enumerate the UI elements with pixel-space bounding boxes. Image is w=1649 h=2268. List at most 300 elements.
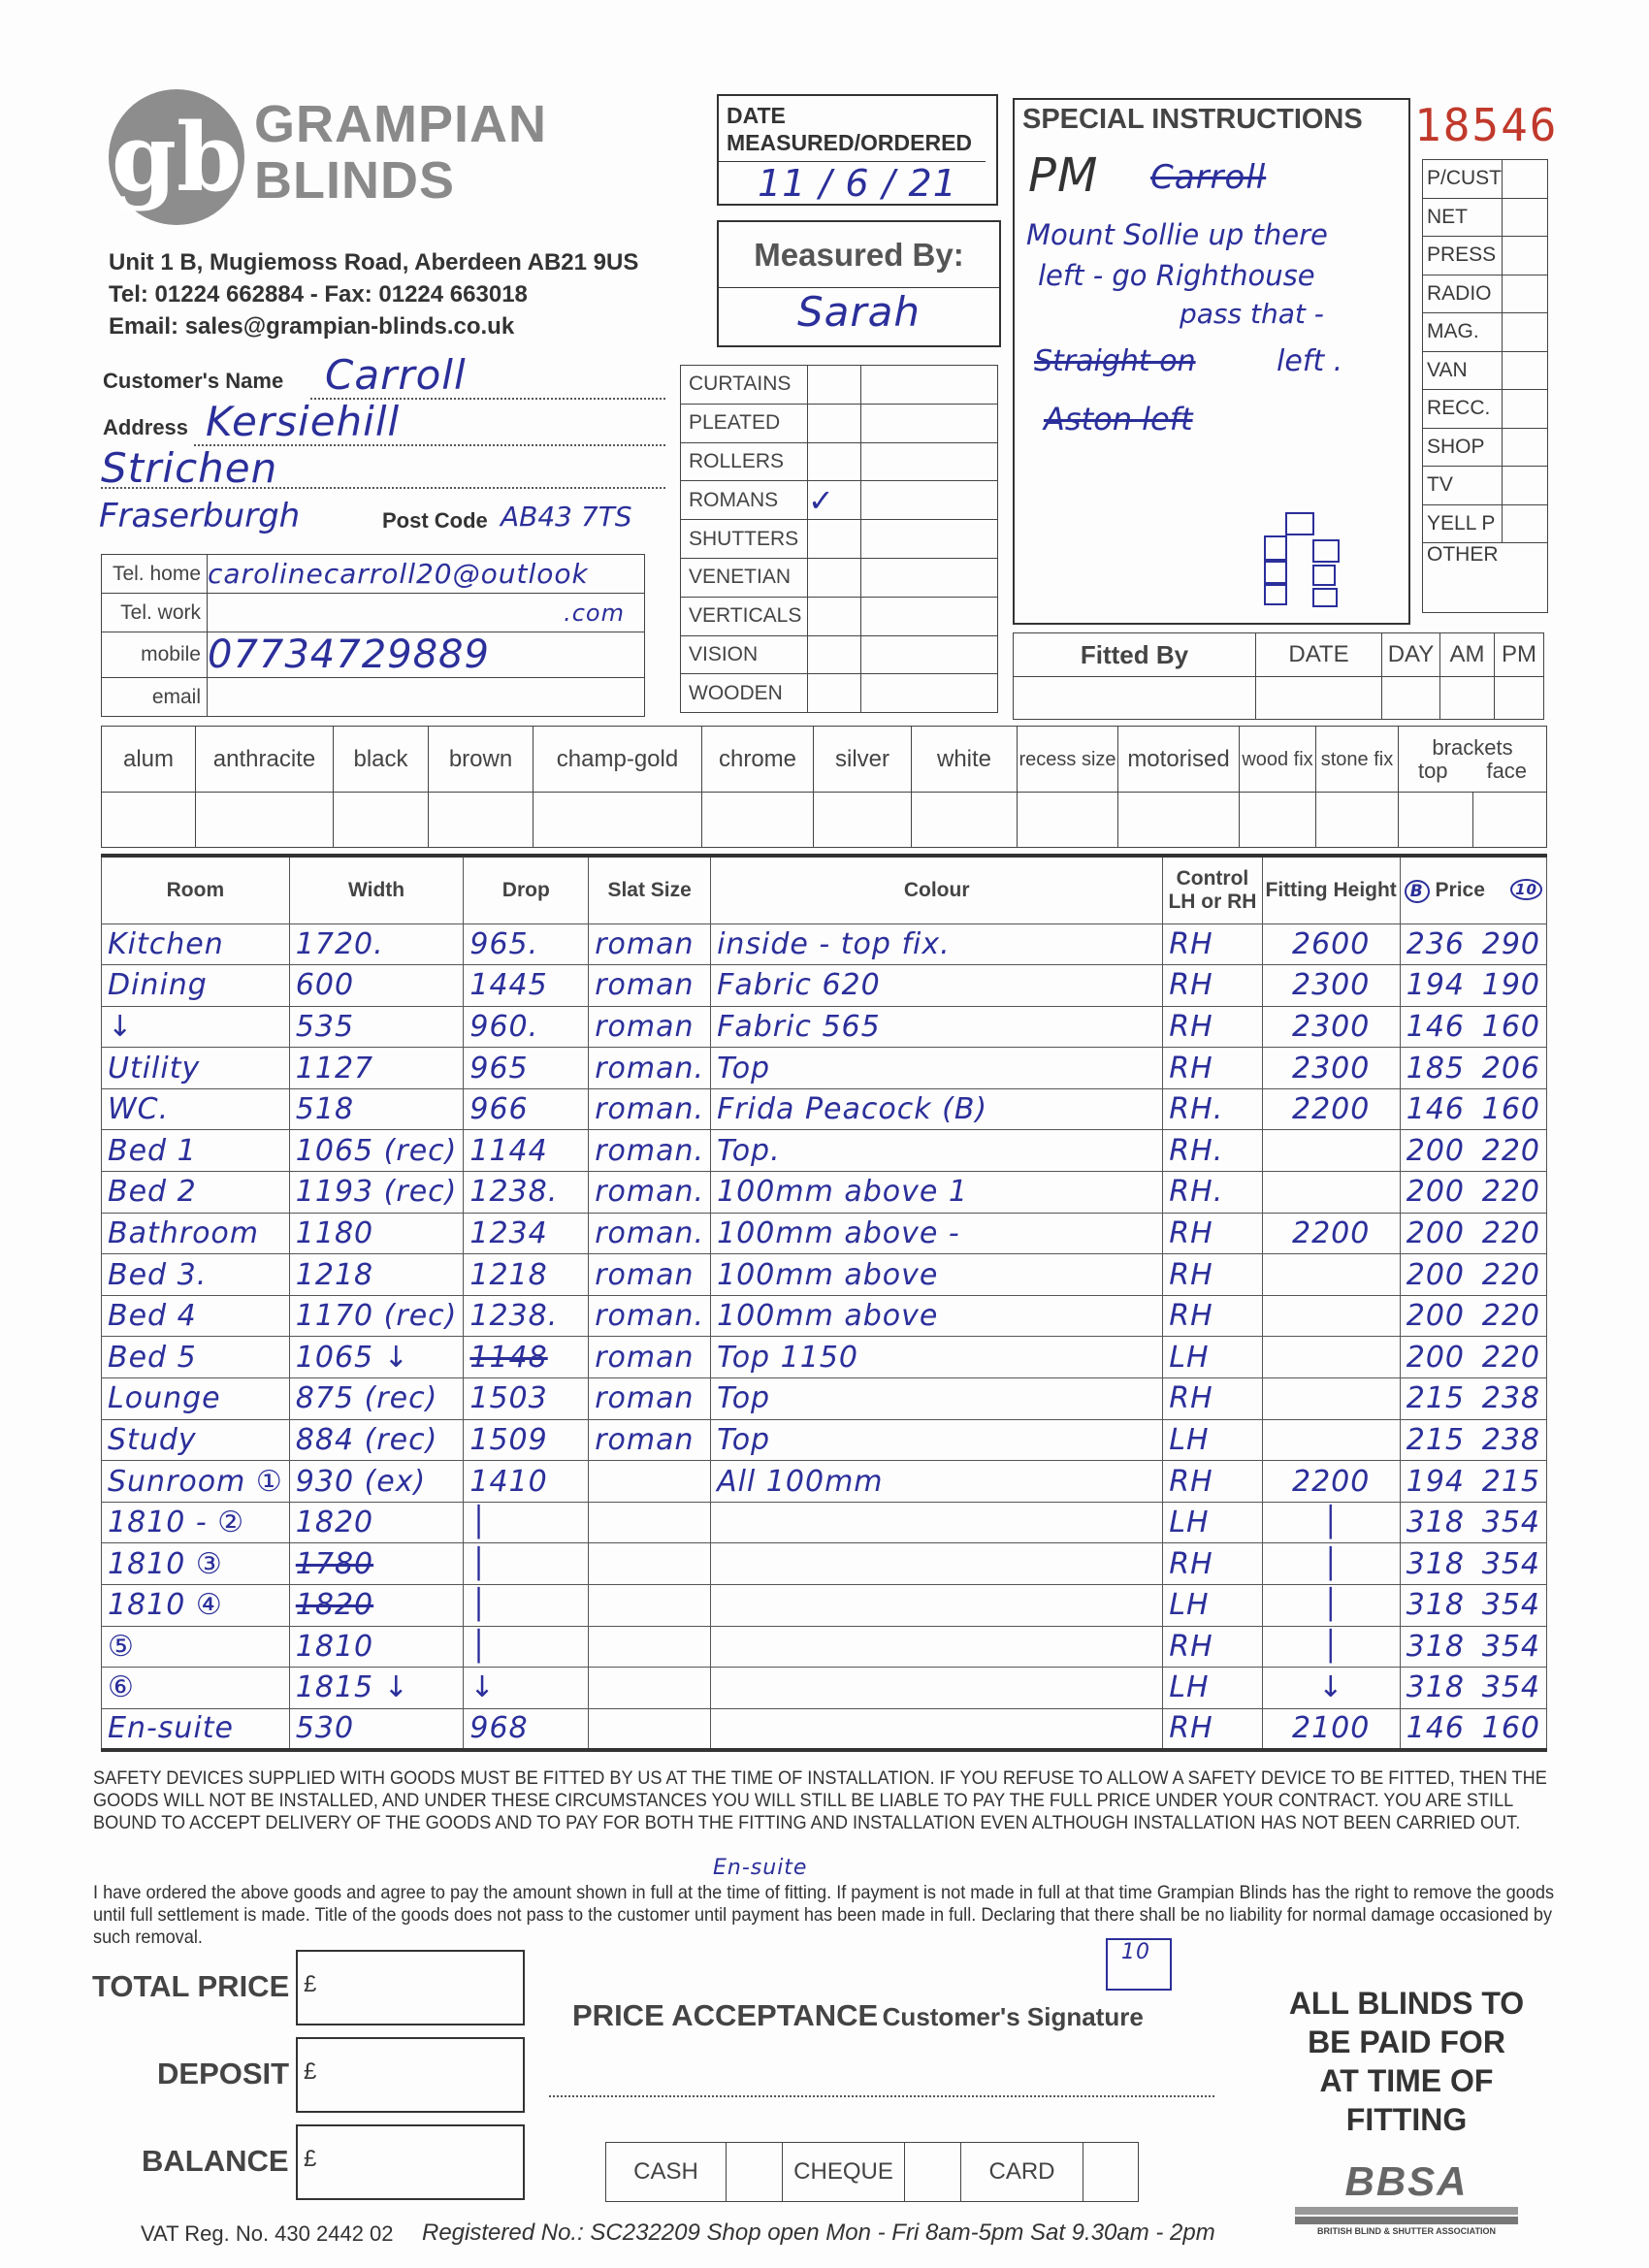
slat-size-cell[interactable]: roman. [589, 1295, 711, 1337]
fitting-height-cell[interactable] [1262, 1419, 1400, 1461]
price-cell[interactable] [1400, 1213, 1546, 1254]
slat-size-cell[interactable]: roman. [589, 1130, 711, 1172]
colour-cell[interactable]: 100mm above [711, 1254, 1163, 1296]
slat-size-cell[interactable]: roman. [589, 1088, 711, 1130]
slat-size-cell[interactable] [589, 1543, 711, 1585]
width-cell[interactable]: 1180 [289, 1213, 464, 1254]
brackets-face-value[interactable] [1472, 793, 1547, 848]
drop-cell[interactable]: │ [464, 1626, 589, 1668]
measured-by-value[interactable]: Sarah [796, 288, 922, 336]
handwritten-box-note [1106, 1938, 1172, 1991]
slat-size-cell[interactable]: roman [589, 923, 711, 965]
drop-cell[interactable]: │ [464, 1543, 589, 1585]
room-cell[interactable]: Utility [102, 1048, 290, 1089]
price-cell[interactable] [1400, 1006, 1546, 1048]
width-cell[interactable]: 1170 (rec) [289, 1295, 464, 1337]
colour-cell[interactable]: All 100mm [711, 1461, 1163, 1503]
fitted-day-value[interactable] [1382, 677, 1440, 720]
special-instructions-box[interactable] [1013, 98, 1410, 625]
width-cell[interactable]: 1820 [289, 1585, 464, 1627]
table-row [102, 1585, 1547, 1627]
option-value[interactable] [1018, 793, 1118, 848]
colour-cell[interactable]: Fabric 620 [711, 965, 1163, 1007]
lead-source-label: RADIO [1423, 275, 1503, 313]
blind-type-notes[interactable] [861, 366, 998, 405]
room-cell[interactable]: Bed 4 [102, 1295, 290, 1337]
option-value[interactable] [102, 793, 196, 848]
colour-cell[interactable]: Top [711, 1378, 1163, 1420]
lead-source-label: RECC. [1423, 390, 1503, 429]
slat-size-cell[interactable]: roman. [589, 1172, 711, 1214]
colour-cell[interactable]: Top 1150 [711, 1337, 1163, 1378]
brackets-label: brackets [1432, 734, 1513, 760]
option-value[interactable] [1240, 793, 1316, 848]
drop-cell[interactable]: 965 [464, 1048, 589, 1089]
room-cell[interactable]: ↓ [102, 1006, 290, 1048]
signature-line[interactable] [549, 2095, 1214, 2097]
measured-by-box [717, 220, 1001, 347]
col-fitting-height: Fitting Height [1262, 856, 1400, 923]
lead-source-checkbox[interactable] [1503, 160, 1548, 199]
table-row [102, 1626, 1547, 1668]
table-row [102, 1048, 1547, 1089]
price-10-value: 190 [1481, 968, 1540, 1003]
notice-line: FITTING [1345, 2102, 1468, 2137]
drop-cell[interactable]: ↓ [464, 1668, 589, 1709]
drop-cell[interactable]: 1238. [464, 1172, 589, 1214]
fitted-date-value[interactable] [1256, 677, 1382, 720]
price-cell[interactable] [1400, 1461, 1546, 1503]
instruction-struck: Straight on [1034, 344, 1196, 378]
width-cell[interactable]: 930 (ex) [289, 1461, 464, 1503]
room-cell[interactable]: Kitchen [102, 923, 290, 965]
price-cell[interactable] [1400, 1088, 1546, 1130]
drop-cell[interactable]: │ [464, 1585, 589, 1627]
price-b-value: 146 [1406, 1711, 1465, 1746]
width-cell[interactable]: 518 [289, 1088, 464, 1130]
drop-cell[interactable]: 1509 [464, 1419, 589, 1461]
lead-source-checkbox[interactable] [1503, 237, 1548, 275]
control-cell[interactable]: RH. [1163, 1088, 1262, 1130]
room-cell[interactable]: Bed 2 [102, 1172, 290, 1214]
control-cell[interactable]: RH [1163, 1048, 1262, 1089]
registration-hours: Registered No.: SC232209 Shop open Mon - Fri 8am-5pm Sat 9.30am - 2pm [422, 2219, 1215, 2246]
fitting-height-cell[interactable]: 2200 [1262, 1088, 1400, 1130]
option-value[interactable] [702, 793, 814, 848]
width-cell[interactable]: 1815 ↓ [289, 1668, 464, 1709]
price-b-value: 194 [1406, 968, 1465, 1003]
width-cell[interactable]: 535 [289, 1006, 464, 1048]
drop-cell[interactable]: 1503 [464, 1378, 589, 1420]
room-cell[interactable]: ⑤ [102, 1626, 290, 1668]
lead-source-checkbox[interactable] [1503, 198, 1548, 237]
control-cell[interactable]: RH [1163, 923, 1262, 965]
colour-cell[interactable] [711, 1543, 1163, 1585]
room-cell[interactable]: Lounge [102, 1378, 290, 1420]
room-cell[interactable]: Dining [102, 965, 290, 1007]
price-cell[interactable] [1400, 1585, 1546, 1627]
price-cell[interactable] [1400, 1708, 1546, 1750]
price-b-value: 318 [1406, 1670, 1465, 1705]
blind-type-notes[interactable] [861, 674, 998, 713]
special-instructions-title: SPECIAL INSTRUCTIONS [1022, 104, 1363, 135]
control-cell[interactable]: RH [1163, 1461, 1262, 1503]
room-cell[interactable]: Sunroom ① [102, 1461, 290, 1503]
slat-size-cell[interactable]: roman. [589, 1048, 711, 1089]
option-value[interactable] [196, 793, 334, 848]
price-10-value: 220 [1481, 1299, 1540, 1334]
fitting-height-cell[interactable]: 2300 [1262, 1006, 1400, 1048]
blind-type-notes[interactable] [861, 404, 998, 442]
address-line-3[interactable]: Fraserburgh [99, 497, 301, 535]
currency-symbol: £ [304, 2146, 317, 2172]
drop-cell[interactable]: 1445 [464, 965, 589, 1007]
lead-source-checkbox[interactable] [1503, 504, 1548, 543]
control-cell[interactable]: RH [1163, 965, 1262, 1007]
price-10-value: 220 [1481, 1340, 1540, 1375]
control-cell[interactable]: RH [1163, 1708, 1262, 1750]
notice-line: AT TIME OF [1319, 2063, 1494, 2098]
fitted-am-value[interactable] [1440, 677, 1495, 720]
blind-type-checkbox[interactable] [808, 404, 861, 442]
colour-cell[interactable] [711, 1708, 1163, 1750]
drop-cell[interactable]: 1144 [464, 1130, 589, 1172]
customer-name-value[interactable]: Carroll [325, 351, 467, 399]
blind-type-label: PLEATED [681, 404, 808, 442]
table-row [102, 1172, 1547, 1214]
colour-cell[interactable]: Top [711, 1048, 1163, 1089]
fitting-height-cell[interactable] [1262, 1172, 1400, 1214]
fitting-height-cell[interactable] [1262, 1337, 1400, 1378]
fitted-pm-value[interactable] [1495, 677, 1544, 720]
slat-size-cell[interactable]: roman. [589, 1213, 711, 1254]
colour-cell[interactable]: Frida Peacock (B) [711, 1088, 1163, 1130]
price-cell[interactable] [1400, 1502, 1546, 1543]
option-value[interactable] [1316, 793, 1399, 848]
control-cell[interactable]: LH [1163, 1337, 1262, 1378]
company-logo [109, 89, 244, 225]
lead-source-checkbox[interactable] [1503, 428, 1548, 467]
table-row [102, 1543, 1547, 1585]
price-cell[interactable] [1400, 1337, 1546, 1378]
control-cell[interactable]: RH [1163, 1543, 1262, 1585]
colour-cell[interactable] [711, 1626, 1163, 1668]
price-cell[interactable] [1400, 1668, 1546, 1709]
room-cell[interactable]: Study [102, 1419, 290, 1461]
price-cell[interactable] [1400, 1378, 1546, 1420]
slat-size-cell[interactable]: roman [589, 1378, 711, 1420]
slat-size-cell[interactable]: roman [589, 1337, 711, 1378]
width-cell[interactable]: 1065 ↓ [289, 1337, 464, 1378]
drop-cell[interactable]: 1410 [464, 1461, 589, 1503]
drop-cell[interactable]: 968 [464, 1708, 589, 1750]
blind-type-checkbox[interactable] [808, 442, 861, 481]
tel-home-value[interactable]: carolinecarroll20@outlook [208, 555, 645, 594]
fitted-by-value[interactable] [1014, 677, 1256, 720]
width-cell[interactable]: 875 (rec) [289, 1378, 464, 1420]
colour-cell[interactable]: Fabric 565 [711, 1006, 1163, 1048]
fitting-height-cell[interactable]: 2200 [1262, 1461, 1400, 1503]
company-telfax: Tel: 01224 662884 - Fax: 01224 663018 [109, 281, 528, 308]
postcode-value[interactable]: AB43 7TS [501, 501, 632, 533]
control-cell[interactable]: RH [1163, 1295, 1262, 1337]
control-cell[interactable]: RH [1163, 1626, 1262, 1668]
control-cell[interactable]: RH [1163, 1254, 1262, 1296]
slat-size-cell[interactable] [589, 1461, 711, 1503]
colour-cell[interactable]: 100mm above 1 [711, 1172, 1163, 1214]
price-b-value: 200 [1406, 1215, 1465, 1250]
price-b-value: 200 [1406, 1175, 1465, 1210]
fitting-height-cell[interactable]: │ [1262, 1585, 1400, 1627]
blind-type-checkbox[interactable] [808, 558, 861, 597]
lead-source-row [1423, 351, 1548, 390]
control-cell[interactable]: RH [1163, 1378, 1262, 1420]
blind-type-checkbox[interactable]: ✓ [808, 481, 861, 520]
slat-size-cell[interactable]: roman [589, 1419, 711, 1461]
width-cell[interactable]: 1820 [289, 1502, 464, 1543]
colour-cell[interactable] [711, 1585, 1163, 1627]
cheque-label: CHEQUE [783, 2143, 905, 2202]
slat-size-cell[interactable]: roman [589, 1006, 711, 1048]
fitting-height-cell[interactable]: ↓ [1262, 1668, 1400, 1709]
date-value[interactable]: 11 / 6 / 21 [758, 162, 957, 205]
drop-cell[interactable]: 965. [464, 923, 589, 965]
instruction-line: left . [1277, 344, 1343, 378]
colour-cell[interactable]: 100mm above [711, 1295, 1163, 1337]
table-row [102, 1461, 1547, 1503]
slat-size-cell[interactable] [589, 1502, 711, 1543]
price-b-value: 215 [1406, 1422, 1465, 1457]
lead-source-checkbox[interactable] [1503, 275, 1548, 313]
price-mark: B [1405, 880, 1430, 903]
slat-size-cell[interactable] [589, 1585, 711, 1627]
option-value[interactable] [534, 793, 702, 848]
drop-cell[interactable]: 966 [464, 1088, 589, 1130]
room-cell[interactable]: Bed 1 [102, 1130, 290, 1172]
lead-source-checkbox[interactable] [1503, 351, 1548, 390]
option-value[interactable] [1118, 793, 1240, 848]
colour-cell[interactable]: Top [711, 1419, 1163, 1461]
width-cell[interactable]: 1218 [289, 1254, 464, 1296]
blind-type-notes[interactable] [861, 481, 998, 520]
width-cell[interactable]: 600 [289, 965, 464, 1007]
notice-line: ALL BLINDS TO [1288, 1986, 1525, 2021]
bbsa-logo-text: BBSA [1344, 2158, 1469, 2204]
fitting-height-cell[interactable] [1262, 1295, 1400, 1337]
colour-cell[interactable] [711, 1502, 1163, 1543]
price-10-value: 354 [1481, 1506, 1540, 1540]
control-cell[interactable]: LH [1163, 1585, 1262, 1627]
price-cell[interactable] [1400, 1543, 1546, 1585]
cheque-checkbox[interactable] [905, 2143, 961, 2202]
deposit-field[interactable] [296, 2037, 525, 2113]
price-cell[interactable] [1400, 1048, 1546, 1089]
fitting-height-cell[interactable]: 2300 [1262, 1048, 1400, 1089]
width-cell[interactable]: 1065 (rec) [289, 1130, 464, 1172]
colour-cell[interactable]: inside - top fix. [711, 923, 1163, 965]
payment-method-table [605, 2142, 1139, 2202]
lead-source-label: VAN [1423, 351, 1503, 390]
price-10-value: 220 [1481, 1215, 1540, 1250]
width-cell[interactable]: 530 [289, 1708, 464, 1750]
price-cell[interactable] [1400, 1254, 1546, 1296]
fitting-height-cell[interactable] [1262, 1130, 1400, 1172]
option-value[interactable] [814, 793, 912, 848]
fitting-height-cell[interactable]: 2300 [1262, 965, 1400, 1007]
drop-cell[interactable]: │ [464, 1502, 589, 1543]
price-cell[interactable] [1400, 1626, 1546, 1668]
slat-size-cell[interactable] [589, 1668, 711, 1709]
option-value[interactable] [334, 793, 429, 848]
balance-field[interactable] [296, 2124, 525, 2200]
price-10-value: 160 [1481, 1092, 1540, 1127]
control-cell[interactable]: RH [1163, 1213, 1262, 1254]
price-10-value: 160 [1481, 1711, 1540, 1746]
drop-cell[interactable]: 960. [464, 1006, 589, 1048]
blind-type-notes[interactable] [861, 442, 998, 481]
fitting-height-cell[interactable]: │ [1262, 1626, 1400, 1668]
control-cell[interactable]: LH [1163, 1668, 1262, 1709]
blind-type-checkbox[interactable] [808, 635, 861, 674]
blind-type-row [681, 481, 998, 520]
colour-cell[interactable]: 100mm above - [711, 1213, 1163, 1254]
width-cell[interactable]: 1720. [289, 923, 464, 965]
fitted-day-label: DAY [1382, 633, 1440, 677]
fitting-height-cell[interactable]: │ [1262, 1502, 1400, 1543]
room-sketch-icon [1257, 507, 1374, 614]
card-checkbox[interactable] [1083, 2143, 1139, 2202]
room-cell[interactable]: En-suite [102, 1708, 290, 1750]
col-slat: Slat Size [589, 856, 711, 923]
cash-checkbox[interactable] [727, 2143, 783, 2202]
drop-cell[interactable]: 1148 [464, 1337, 589, 1378]
blind-type-checkbox[interactable] [808, 366, 861, 405]
price-cell[interactable] [1400, 923, 1546, 965]
price-cell[interactable] [1400, 1130, 1546, 1172]
blind-type-checkbox[interactable] [808, 520, 861, 559]
fitting-height-cell[interactable] [1262, 1378, 1400, 1420]
measurements-table [101, 854, 1547, 1752]
control-cell[interactable]: LH [1163, 1502, 1262, 1543]
card-label: CARD [961, 2143, 1083, 2202]
price-cell[interactable] [1400, 1172, 1546, 1214]
lead-source-checkbox[interactable] [1503, 390, 1548, 429]
lead-source-label: YELL P [1423, 504, 1503, 543]
price-cell[interactable] [1400, 1419, 1546, 1461]
fitted-am-label: AM [1440, 633, 1495, 677]
drop-cell[interactable]: 1238. [464, 1295, 589, 1337]
room-cell[interactable]: ⑥ [102, 1668, 290, 1709]
slat-size-cell[interactable] [589, 1626, 711, 1668]
room-cell[interactable]: 1810 ④ [102, 1585, 290, 1627]
lead-source-label: PRESS [1423, 237, 1503, 275]
lead-source-label: OTHER [1423, 543, 1548, 613]
control-cell[interactable]: LH [1163, 1419, 1262, 1461]
lead-source-checkbox[interactable] [1503, 467, 1548, 505]
control-cell[interactable]: RH [1163, 1006, 1262, 1048]
width-cell[interactable]: 1127 [289, 1048, 464, 1089]
colour-cell[interactable]: Top. [711, 1130, 1163, 1172]
blind-type-notes[interactable] [861, 520, 998, 559]
table-row [102, 1130, 1547, 1172]
instruction-line: Mount Sollie up there [1026, 218, 1328, 251]
option-value[interactable] [429, 793, 534, 848]
mobile-value[interactable]: 07734729889 [208, 632, 645, 678]
fitting-height-cell[interactable]: 2600 [1262, 923, 1400, 965]
price-acceptance [572, 1998, 1144, 2033]
price-b-value: 215 [1406, 1381, 1465, 1416]
notice-line: BE PAID FOR [1308, 2025, 1505, 2059]
brackets-top-value[interactable] [1399, 793, 1473, 848]
bbsa-caption: BRITISH BLIND & SHUTTER ASSOCIATION [1317, 2226, 1496, 2236]
slat-size-cell[interactable]: roman [589, 965, 711, 1007]
room-cell[interactable]: WC. [102, 1088, 290, 1130]
blind-type-label: VERTICALS [681, 597, 808, 635]
fitting-height-cell[interactable] [1262, 1254, 1400, 1296]
tel-work-value[interactable]: .com [208, 594, 645, 632]
option-white: white [912, 727, 1018, 793]
room-cell[interactable]: Bed 5 [102, 1337, 290, 1378]
total-price-label: TOTAL PRICE [92, 1969, 290, 2003]
lead-source-row [1423, 313, 1548, 352]
email-value[interactable] [208, 678, 645, 717]
fitting-height-cell[interactable]: 2100 [1262, 1708, 1400, 1750]
width-cell[interactable]: 1780 [289, 1543, 464, 1585]
drop-cell[interactable]: 1218 [464, 1254, 589, 1296]
slat-size-cell[interactable]: roman [589, 1254, 711, 1296]
address-line-2[interactable]: Strichen [101, 444, 278, 492]
width-cell[interactable]: 884 (rec) [289, 1419, 464, 1461]
fitted-by-table [1013, 632, 1544, 720]
blind-type-notes[interactable] [861, 558, 998, 597]
lead-source-checkbox[interactable] [1503, 313, 1548, 352]
tel-home-label: Tel. home [102, 555, 208, 594]
price-b-value: 146 [1406, 1009, 1465, 1044]
blind-type-row [681, 635, 998, 674]
blind-type-label: ROMANS [681, 481, 808, 520]
option-brown: brown [429, 727, 534, 793]
lead-source-label: P/CUST [1423, 160, 1503, 199]
colour-cell[interactable] [711, 1668, 1163, 1709]
fitting-height-cell[interactable]: 2200 [1262, 1213, 1400, 1254]
blind-type-notes[interactable] [861, 597, 998, 635]
price-cell[interactable] [1400, 965, 1546, 1007]
total-price-field[interactable] [296, 1950, 525, 2025]
room-cell[interactable]: Bathroom [102, 1213, 290, 1254]
option-alum: alum [102, 727, 196, 793]
fitting-height-cell[interactable]: │ [1262, 1543, 1400, 1585]
room-cell[interactable]: Bed 3. [102, 1254, 290, 1296]
drop-cell[interactable]: 1234 [464, 1213, 589, 1254]
blind-type-notes[interactable] [861, 635, 998, 674]
control-cell[interactable]: RH. [1163, 1130, 1262, 1172]
room-cell[interactable]: 1810 - ② [102, 1502, 290, 1543]
col-control: Control LH or RH [1163, 856, 1262, 923]
blind-type-checkbox[interactable] [808, 597, 861, 635]
price-cell[interactable] [1400, 1295, 1546, 1337]
width-cell[interactable]: 1193 (rec) [289, 1172, 464, 1214]
lead-source-row [1423, 390, 1548, 429]
room-cell[interactable]: 1810 ③ [102, 1543, 290, 1585]
lead-source-row [1423, 237, 1548, 275]
slat-size-cell[interactable] [589, 1708, 711, 1750]
option-value[interactable] [912, 793, 1018, 848]
blind-type-checkbox[interactable] [808, 674, 861, 713]
address-line-1[interactable]: Kersiehill [206, 398, 401, 445]
width-cell[interactable]: 1810 [289, 1626, 464, 1668]
lead-source-list [1422, 159, 1548, 613]
control-cell[interactable]: RH. [1163, 1172, 1262, 1214]
